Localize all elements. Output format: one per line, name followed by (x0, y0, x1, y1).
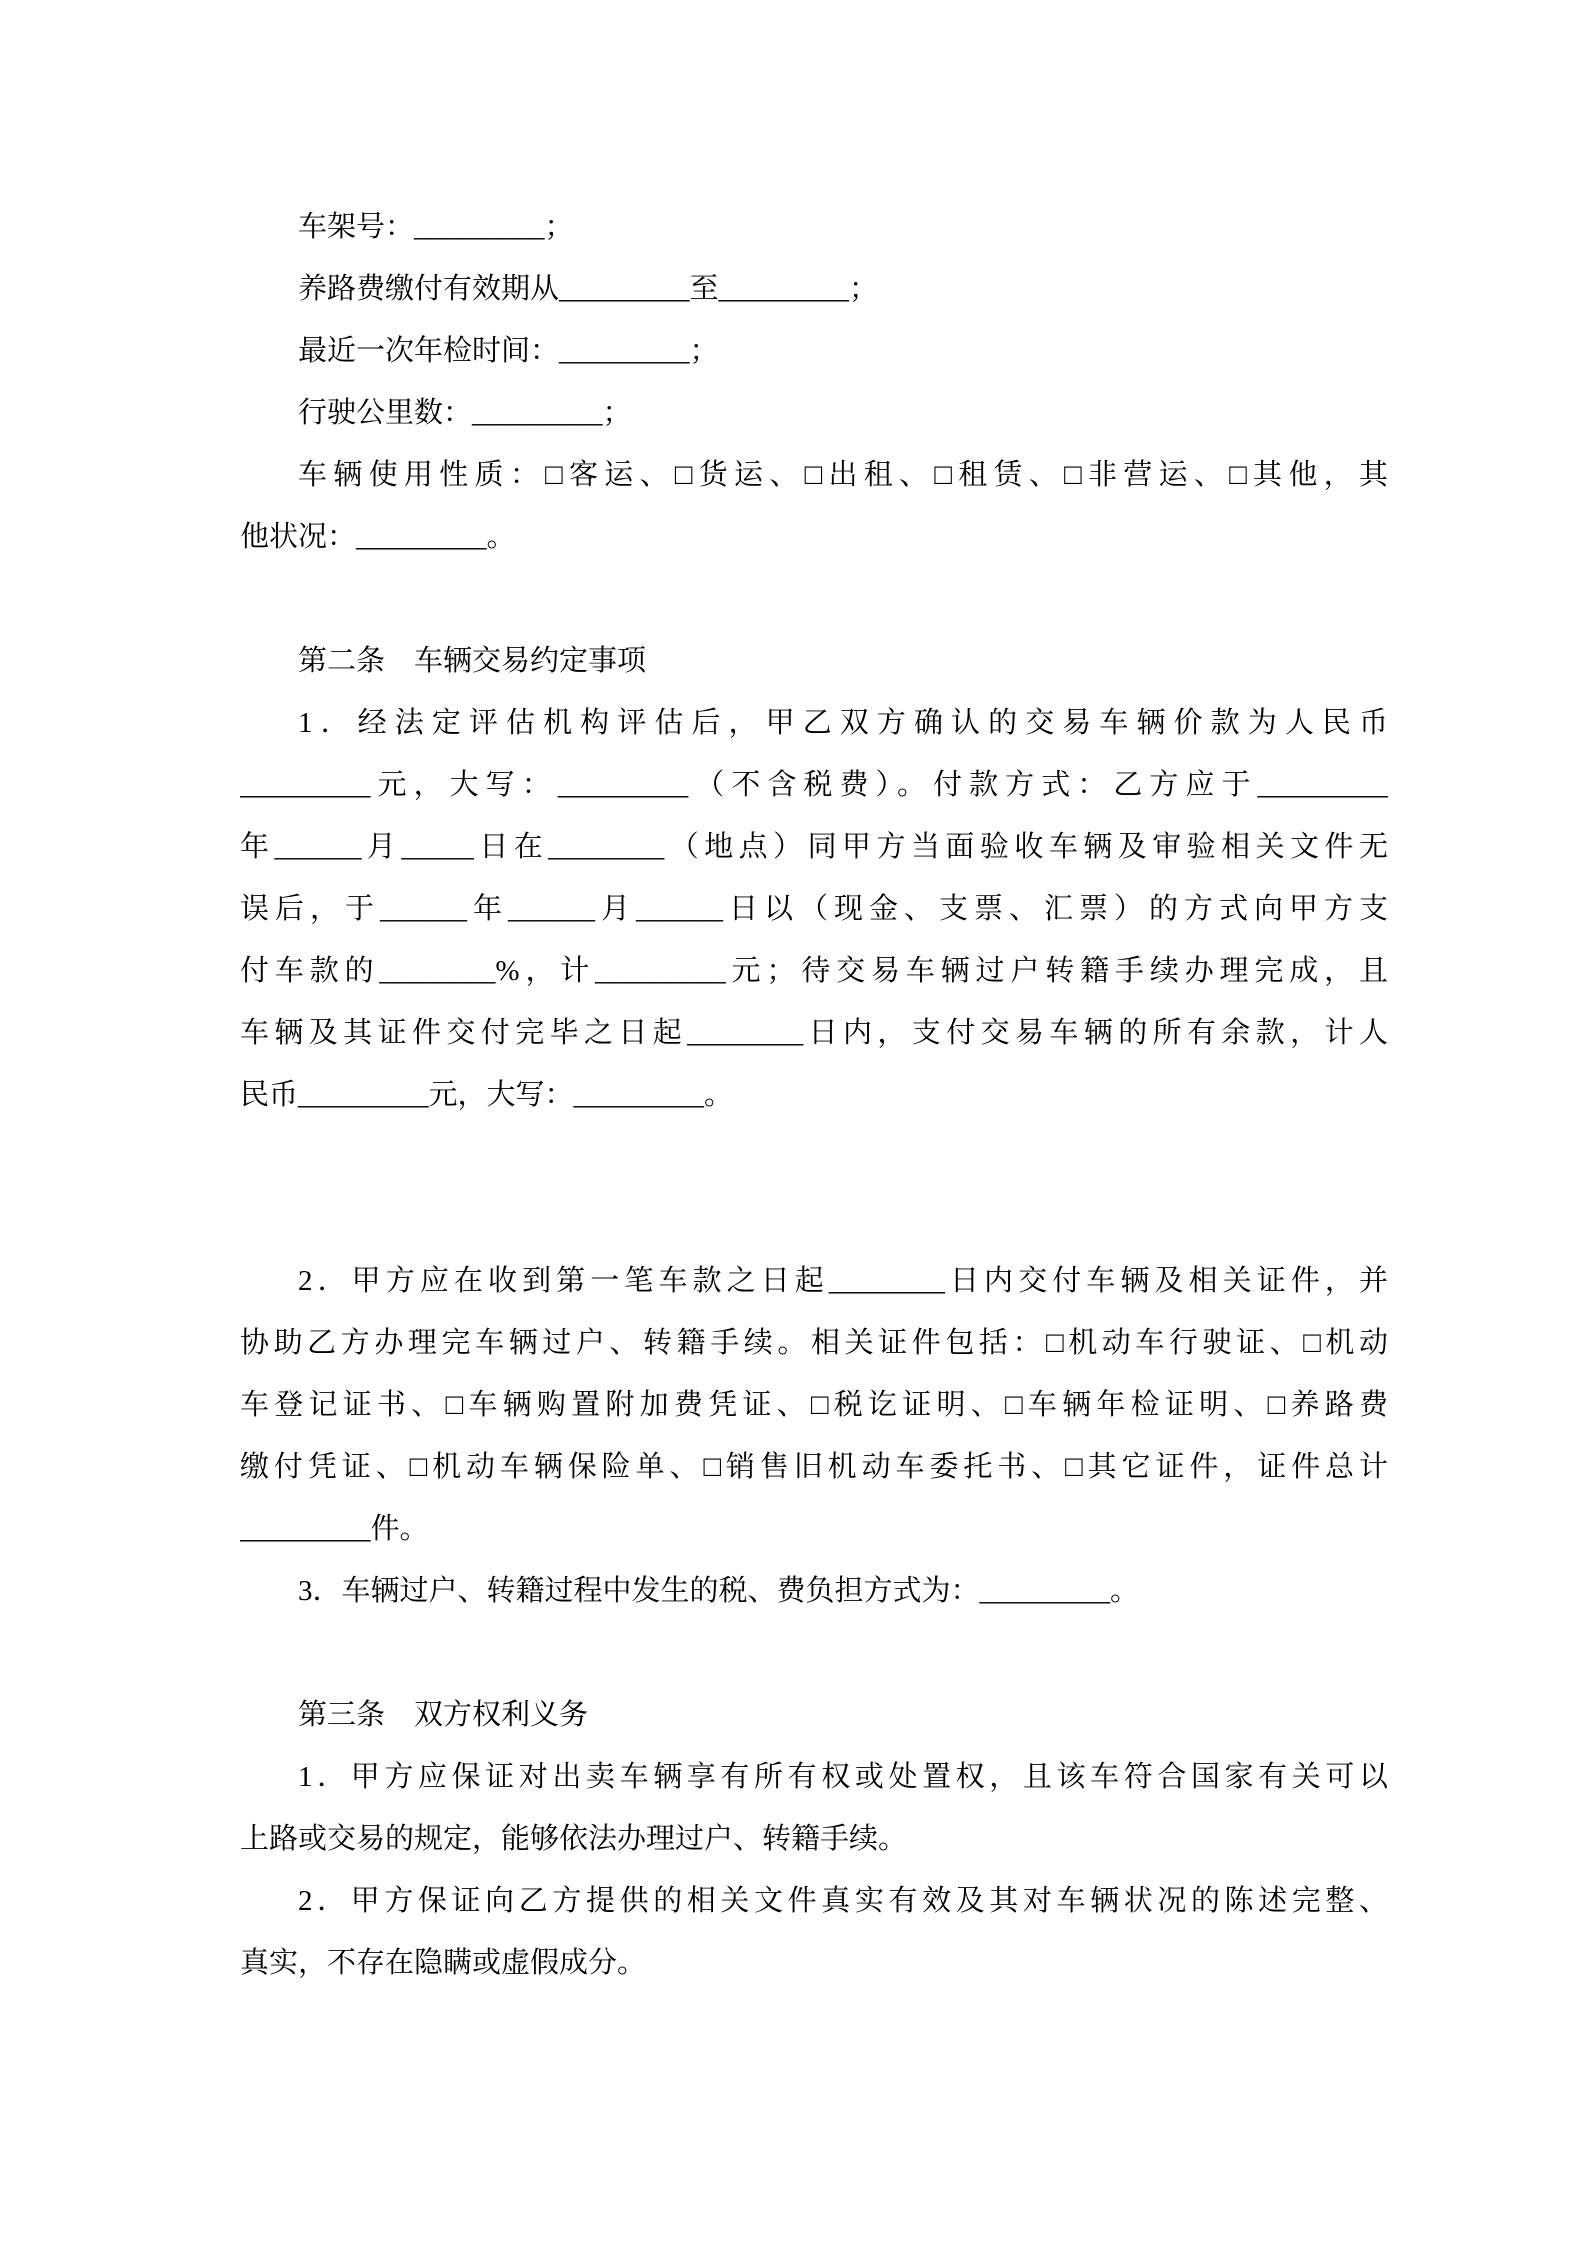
document-line: 1．甲方应保证对出卖车辆享有所有权或处置权，且该车符合国家有关可以 (298, 1761, 1388, 1793)
document-line: 2．甲方保证向乙方提供的相关文件真实有效及其对车辆状况的陈述完整、 (298, 1885, 1388, 1917)
document-line: 车辆及其证件交付完毕之日起________日内，支付交易车辆的所有余款，计人 (240, 1017, 1388, 1049)
document-line: 2．甲方应在收到第一笔车款之日起________日内交付车辆及相关证件，并 (298, 1265, 1388, 1297)
document-line: 1．经法定评估机构评估后，甲乙双方确认的交易车辆价款为人民币 (298, 707, 1388, 739)
document-line: 养路费缴付有效期从_________至_________； (298, 273, 879, 305)
document-line: 缴付凭证、□机动车辆保险单、□销售旧机动车委托书、□其它证件，证件总计 (240, 1451, 1388, 1483)
document-line: 民币_________元，大写：_________。 (240, 1079, 734, 1111)
document-line: 上路或交易的规定，能够依法办理过户、转籍手续。 (240, 1823, 908, 1855)
document-line: 真实，不存在隐瞒或虚假成分。 (240, 1947, 647, 1979)
document-line: 第二条 车辆交易约定事项 (298, 645, 647, 677)
document-line: 误后，于______年______月______日以（现金、支票、汇票）的方式向甲方支 (240, 893, 1388, 925)
document-line: 年______月_____日在________（地点）同甲方当面验收车辆及审验相关文件无 (240, 831, 1388, 863)
document-body (240, 196, 1388, 1994)
document-line: 车架号：_________； (298, 211, 574, 243)
document-line: _________件。 (240, 1513, 429, 1545)
document-line: 他状况：_________。 (240, 521, 516, 553)
document-line: 行驶公里数：_________； (298, 397, 632, 429)
document-line: 最近一次年检时间：_________； (298, 335, 719, 367)
document-line: 第三条 双方权利义务 (298, 1699, 589, 1731)
document-line: 车登记证书、□车辆购置附加费凭证、□税讫证明、□车辆年检证明、□养路费 (240, 1389, 1388, 1421)
document-line: 付车款的________%，计_________元；待交易车辆过户转籍手续办理完成，且 (240, 955, 1388, 987)
document-line: 车辆使用性质：□客运、□货运、□出租、□租赁、□非营运、□其他，其 (298, 459, 1388, 491)
document-line: _________元，大写：_________（不含税费）。付款方式：乙方应于_________ (240, 769, 1388, 801)
document-line: 3．车辆过户、转籍过程中发生的税、费负担方式为：_________。 (298, 1575, 1140, 1607)
document-line: 协助乙方办理完车辆过户、转籍手续。相关证件包括：□机动车行驶证、□机动 (240, 1327, 1388, 1359)
